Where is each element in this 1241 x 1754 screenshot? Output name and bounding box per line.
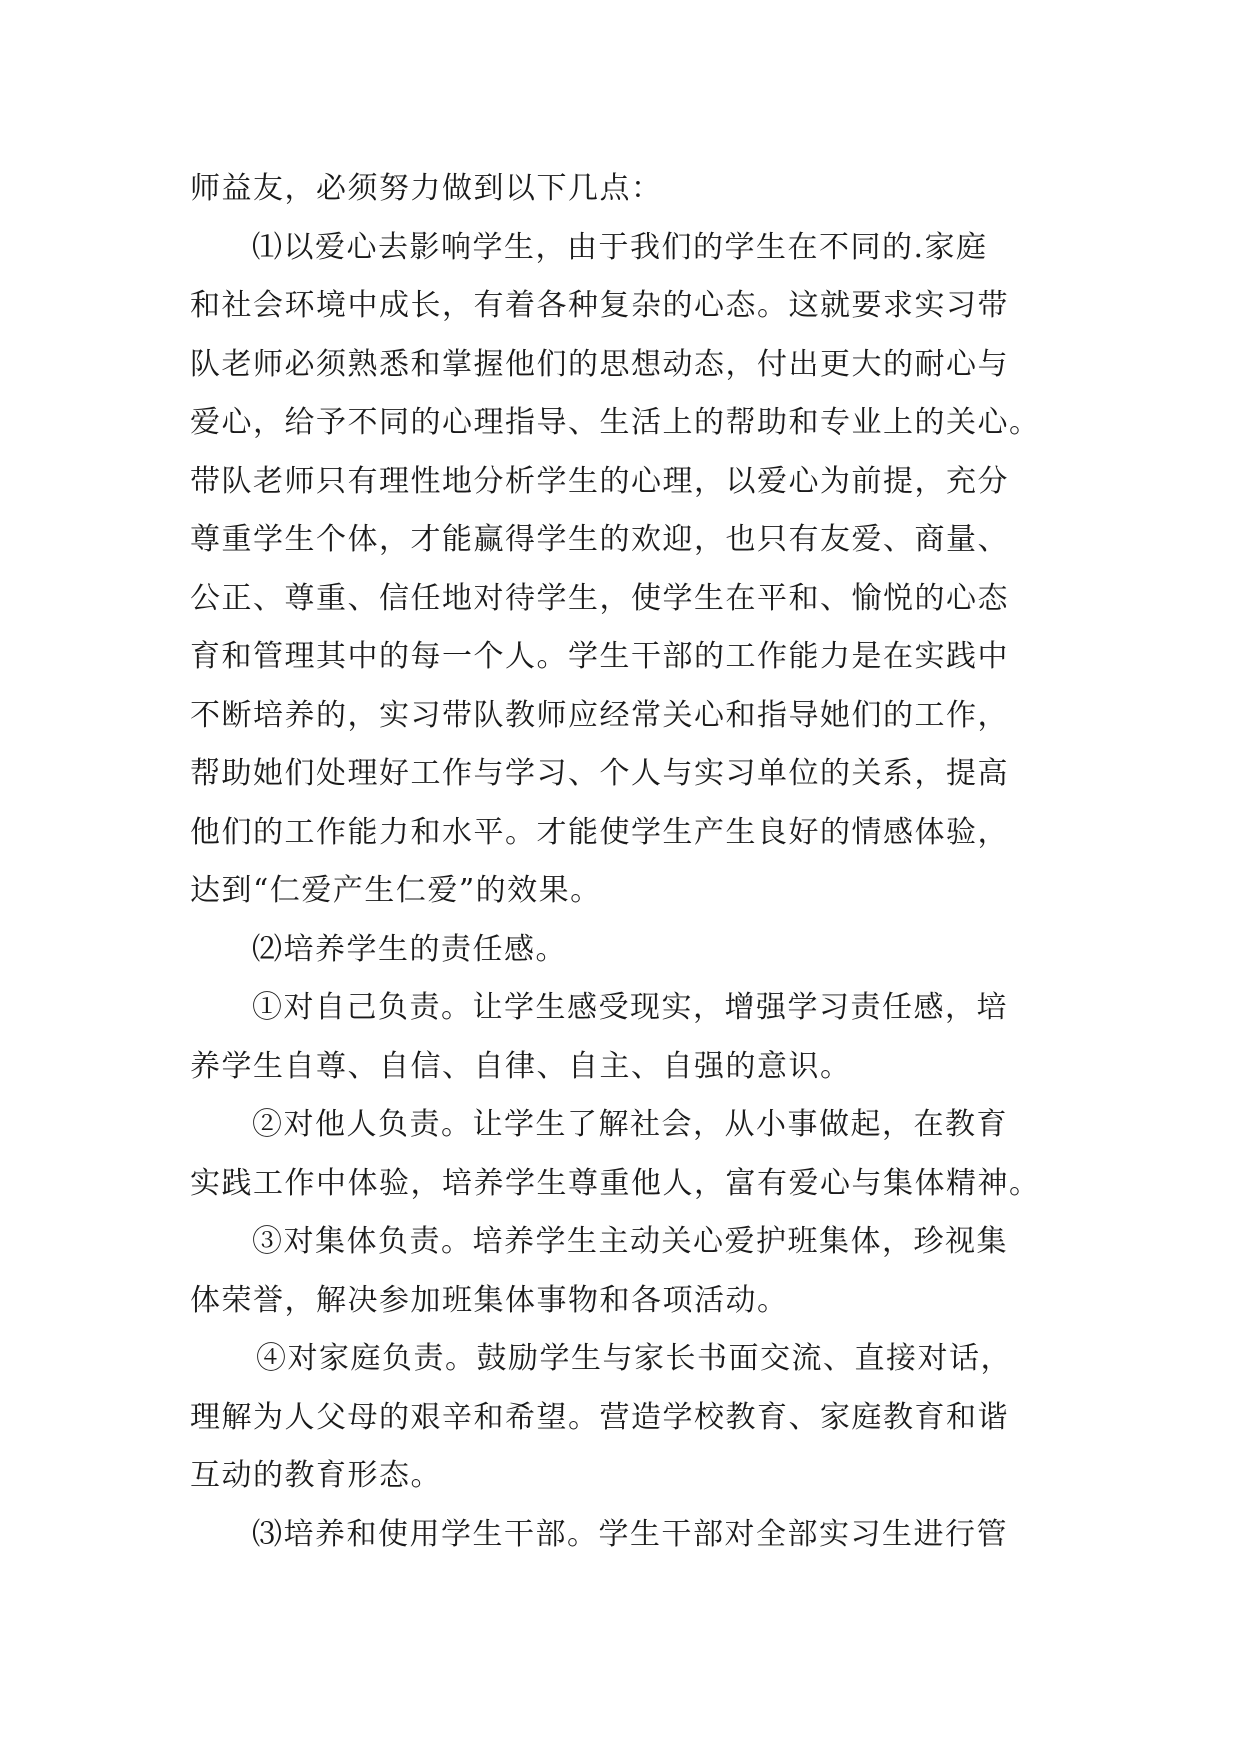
text-line: ⑵培养学生的责任感。 bbox=[252, 931, 567, 967]
text-line: 爱心，给予不同的心理指导、生活上的帮助和专业上的关心。 bbox=[190, 405, 1041, 440]
text-line: 和社会环境中成长，有着各种复杂的心态。这就要求实习带 bbox=[190, 288, 1009, 323]
text-line: 带队老师只有理性地分析学生的心理，以爱心为前提，充分 bbox=[190, 463, 1009, 499]
text-line: ③对集体负责。培养学生主动关心爱护班集体，珍视集 bbox=[252, 1224, 1008, 1259]
text-line: ④对家庭负责。鼓励学生与家长书面交流、直接对话， bbox=[256, 1341, 1012, 1376]
text-line: 达到“仁爱产生仁爱”的效果。 bbox=[190, 873, 602, 908]
text-line: 实践工作中体验，培养学生尊重他人，富有爱心与集体精神。 bbox=[190, 1165, 1041, 1201]
text-line: 互动的教育形态。 bbox=[190, 1458, 442, 1493]
text-line: 公正、尊重、信任地对待学生，使学生在平和、愉悦的心态 bbox=[190, 580, 1009, 616]
text-line: ①对自己负责。让学生感受现实，增强学习责任感，培 bbox=[252, 990, 1008, 1025]
text-line: 体荣誉，解决参加班集体事物和各项活动。 bbox=[190, 1282, 789, 1318]
text-line: 育和管理其中的每一个人。学生干部的工作能力是在实践中 bbox=[190, 639, 1009, 674]
text-line: ⑴以爱心去影响学生，由于我们的学生在不同的.家庭 bbox=[252, 229, 988, 265]
text-line: ⑶培养和使用学生干部。学生干部对全部实习生进行管 bbox=[252, 1516, 1008, 1552]
text-line: 养学生自尊、自信、自律、自主、自强的意识。 bbox=[190, 1048, 852, 1084]
text-line: 师益友，必须努力做到以下几点： bbox=[190, 171, 663, 206]
text-line: 他们的工作能力和水平。才能使学生产生良好的情感体验， bbox=[190, 814, 1009, 850]
text-line: 帮助她们处理好工作与学习、个人与实习单位的关系，提高 bbox=[190, 756, 1009, 791]
text-line: 理解为人父母的艰辛和希望。营造学校教育、家庭教育和谐 bbox=[190, 1399, 1009, 1435]
text-line: 尊重学生个体，才能赢得学生的欢迎，也只有友爱、商量、 bbox=[190, 522, 1009, 557]
body-text bbox=[190, 160, 1060, 1564]
text-line: 不断培养的，实习带队教师应经常关心和指导她们的工作， bbox=[190, 697, 1009, 733]
text-line: 队老师必须熟悉和掌握他们的思想动态，付出更大的耐心与 bbox=[190, 346, 1009, 382]
text-line: ②对他人负责。让学生了解社会，从小事做起，在教育 bbox=[252, 1107, 1008, 1142]
